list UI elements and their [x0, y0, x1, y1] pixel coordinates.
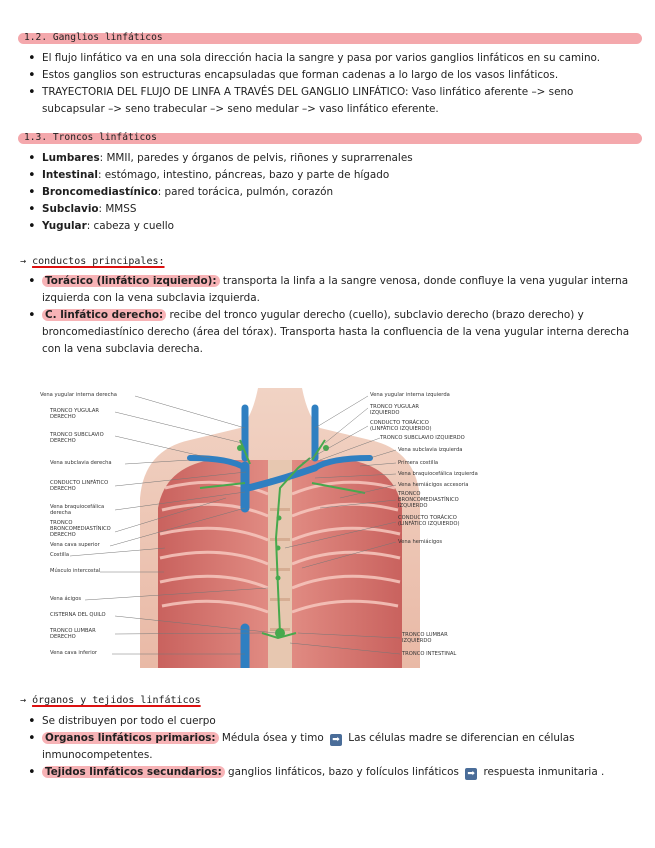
- right-arrow-box-icon: ➡: [330, 734, 342, 746]
- list-item: • Se distribuyen por todo el cuerpo: [18, 713, 638, 730]
- subsection-title: órganos y tejidos linfáticos: [32, 695, 201, 706]
- desc: transporta la linfa a la sangre venosa, donde confluye la vena yugular interna izquierda con la vena subclavia izquierda.: [42, 275, 629, 304]
- arrow-icon: →: [20, 695, 27, 706]
- figure-label: Primera costilla: [398, 460, 439, 466]
- conductos-list: [18, 273, 638, 358]
- figure-label: CISTERNA DEL QUILO: [50, 612, 106, 618]
- desc: Las células madre se diferencian en células inmunocompetentes.: [42, 732, 575, 761]
- list-item: [18, 184, 638, 201]
- section-header-troncos: [18, 131, 642, 146]
- lymphatic-anatomy-figure: [40, 388, 520, 668]
- figure-label: TRONCO LUMBAR IZQUIERDO: [402, 632, 448, 644]
- list-item: [18, 307, 638, 358]
- list-item: • El flujo linfático va en una sola dirección hacia la sangre y pasa por varios ganglios linfáticos en su camino.: [18, 50, 638, 67]
- figure-label: Músculo intercostal: [50, 568, 101, 574]
- list-item: [18, 201, 638, 218]
- list-item: [18, 167, 638, 184]
- organos-list: [18, 713, 638, 781]
- figure-label: TRONCO BRONCOMEDIASTÍNICO IZQUIERDO: [398, 491, 459, 509]
- thorax-illustration: [40, 388, 520, 668]
- section-header-ganglios: [18, 31, 642, 46]
- list-item: • TRAYECTORIA DEL FLUJO DE LINFA A TRAVÉS DEL GANGLIO LINFÁTICO: Vaso linfático aferente –> seno subcapsular –> seno trabecular –> seno medular –> vaso linfático eferente.: [18, 84, 638, 118]
- right-arrow-box-icon: ➡: [465, 768, 477, 780]
- figure-label: CONDUCTO TORÁCICO (LINFÁTICO IZQUIERDO): [370, 420, 432, 432]
- term: Lumbares: [42, 152, 100, 164]
- figure-label: TRONCO LUMBAR DERECHO: [50, 628, 96, 640]
- list-item: • Estos ganglios son estructuras encapsuladas que forman cadenas a lo largo de los vasos linfáticos.: [18, 67, 638, 84]
- figure-label: CONDUCTO LINFÁTICO DERECHO: [50, 480, 109, 492]
- figure-label: TRONCO YUGULAR DERECHO: [50, 408, 100, 420]
- figure-label: Vena yugular interna izquierda: [370, 392, 450, 398]
- figure-label: Vena hemiácigos accesoria: [398, 482, 469, 488]
- figure-label: TRONCO YUGULAR IZQUIERDO: [370, 404, 420, 416]
- list-item: [18, 273, 638, 307]
- desc: respuesta inmunitaria .: [480, 766, 605, 778]
- figure-label: CONDUCTO TORÁCICO (LINFÁTICO IZQUIERDO): [398, 515, 460, 527]
- subsection-title: conductos principales:: [32, 256, 165, 267]
- list-item: [18, 150, 638, 167]
- list-item: [18, 218, 638, 235]
- list-item: [18, 764, 638, 781]
- term: Subclavio: [42, 203, 99, 215]
- desc: Médula ósea y timo: [218, 732, 327, 744]
- figure-label: Vena ácigos: [50, 596, 82, 602]
- term: Intestinal: [42, 169, 98, 181]
- ganglios-list: [18, 50, 638, 118]
- term: Broncomediastínico: [42, 186, 158, 198]
- figure-label: Vena cava superior: [50, 542, 100, 548]
- figure-label: Vena braquiocefálica izquierda: [398, 471, 478, 477]
- list-item: [18, 730, 638, 764]
- figure-label: Vena hemiácigos: [398, 539, 443, 545]
- desc: recibe del tronco yugular derecho (cuello), subclavio derecho (brazo derecho) y broncomediastínico derecho (área del tórax). Transporta hasta la confluencia de la vena yugular interna derecha con la vena subclavia derecha.: [42, 309, 630, 355]
- highlight-term: Tejidos linfáticos secundarios:: [42, 766, 225, 778]
- subsection-conductos: [20, 253, 165, 270]
- figure-label: Vena subclavia izquierda: [398, 447, 463, 453]
- desc: : MMII, paredes y órganos de pelvis, riñones y suprarrenales: [99, 152, 413, 164]
- desc: : cabeza y cuello: [86, 220, 174, 232]
- figure-label: Vena subclavia derecha: [50, 460, 112, 466]
- section-title: 1.2. Ganglios linfáticos: [24, 32, 163, 43]
- figure-label: TRONCO INTESTINAL: [402, 651, 457, 657]
- figure-label: Costilla: [50, 552, 70, 558]
- figure-label: TRONCO SUBCLAVIO IZQUIERDO: [380, 435, 465, 441]
- figure-label: Vena cava inferior: [50, 650, 98, 656]
- highlight-term: Torácico (linfático izquierdo):: [42, 275, 220, 287]
- figure-label: TRONCO SUBCLAVIO DERECHO: [50, 432, 104, 444]
- troncos-list: [18, 150, 638, 235]
- desc: ganglios linfáticos, bazo y folículos linfáticos: [224, 766, 463, 778]
- desc: : MMSS: [98, 203, 137, 215]
- section-title: 1.3. Troncos linfáticos: [24, 132, 157, 143]
- figure-label: TRONCO BRONCOMEDIASTÍNICO DERECHO: [50, 520, 111, 538]
- subsection-organos: [20, 692, 201, 709]
- figure-label: Vena yugular interna derecha: [40, 392, 117, 398]
- highlight-term: C. linfático derecho:: [42, 309, 166, 321]
- arrow-icon: →: [20, 256, 27, 267]
- desc: : pared torácica, pulmón, corazón: [157, 186, 334, 198]
- desc: : estómago, intestino, páncreas, bazo y parte de hígado: [97, 169, 390, 181]
- term: Yugular: [42, 220, 87, 232]
- figure-label: Vena braquiocefálica derecha: [50, 504, 105, 516]
- highlight-term: Organos linfáticos primarios:: [42, 732, 219, 744]
